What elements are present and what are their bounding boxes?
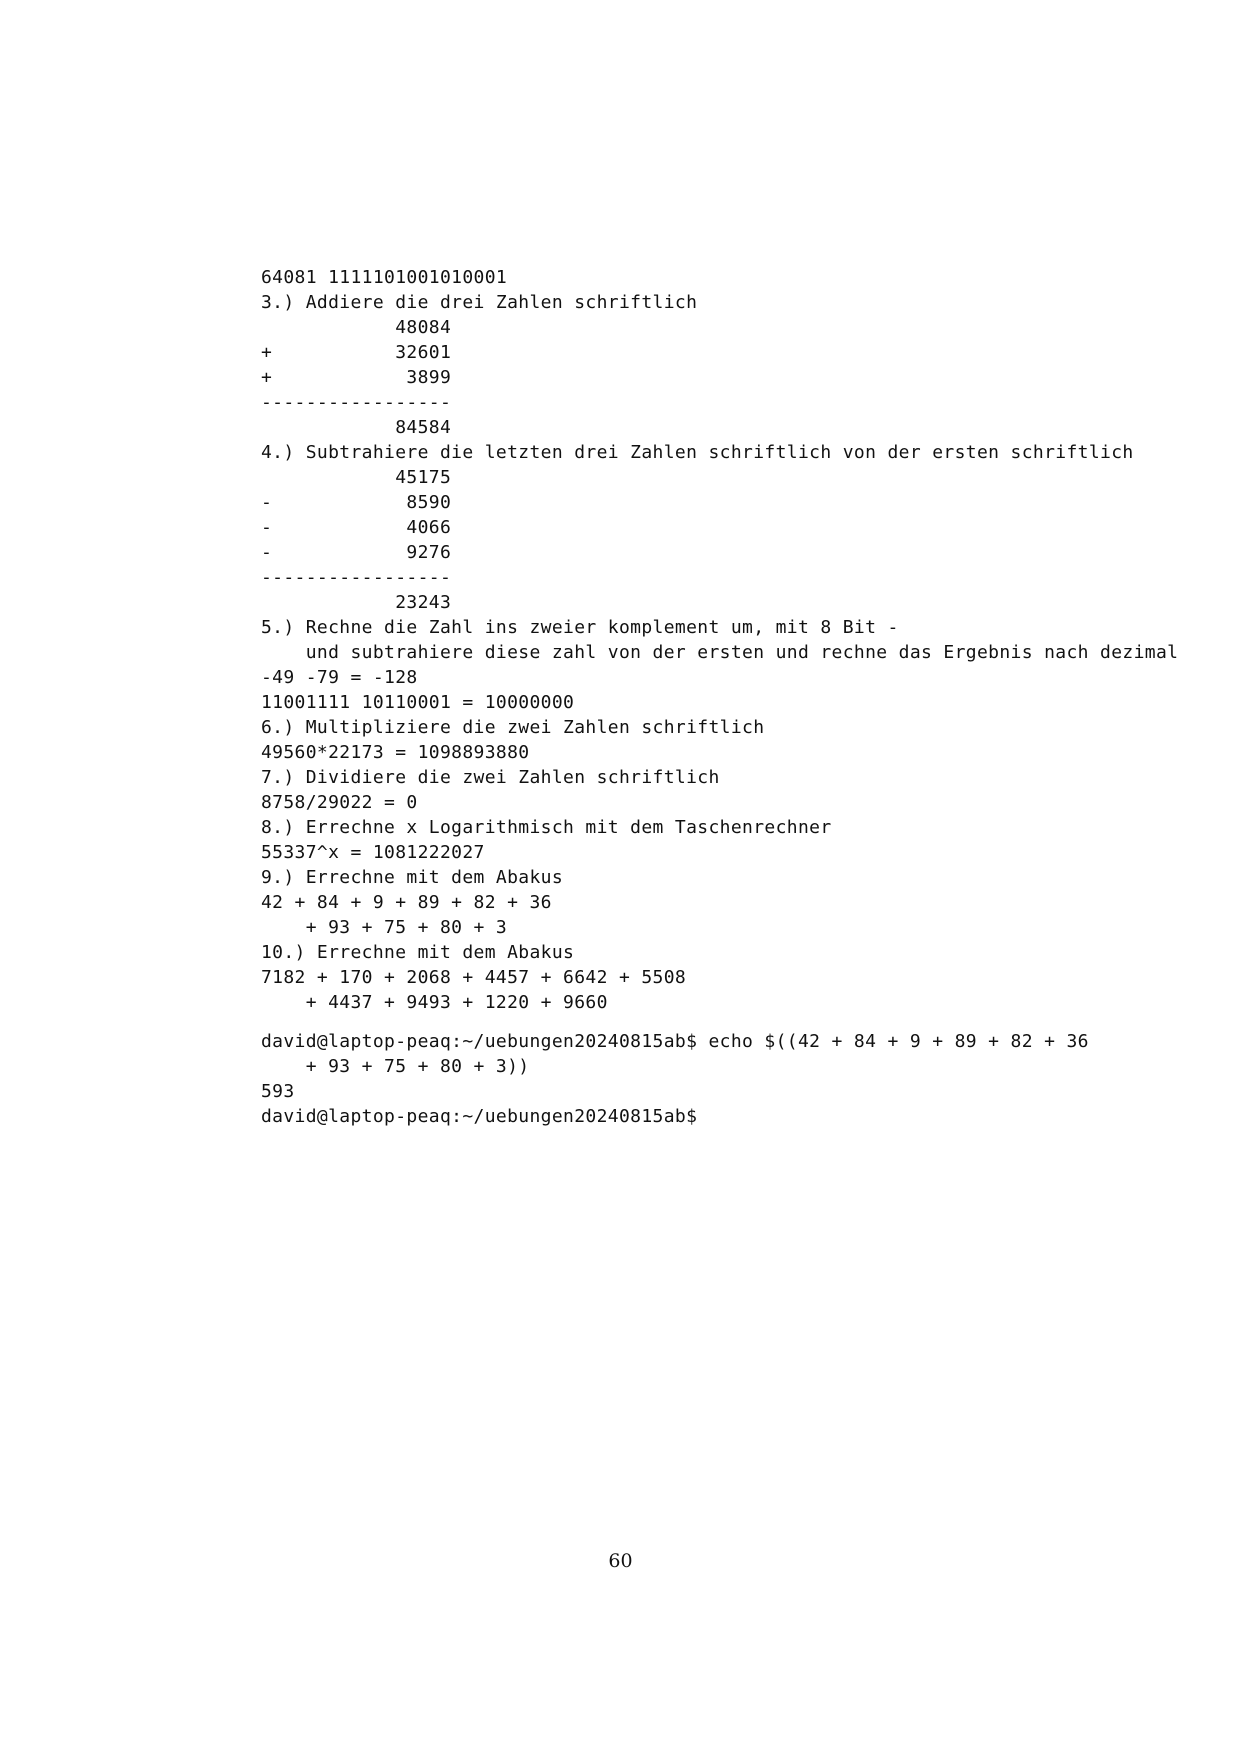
subtraction-row: - 4066 xyxy=(261,517,452,538)
exercise-heading: 4.) Subtrahiere die letzten drei Zahlen schriftlich von der ersten schriftlich xyxy=(261,442,1134,463)
exercise-heading: 3.) Addiere die drei Zahlen schriftlich xyxy=(261,292,698,313)
text-line: 11001111 10110001 = 10000000 xyxy=(261,692,575,713)
exercise-heading: 8.) Errechne x Logarithmisch mit dem Taschenrechner xyxy=(261,817,832,838)
text-line: 7182 + 170 + 2068 + 4457 + 6642 + 5508 xyxy=(261,967,687,988)
exercise-heading: 5.) Rechne die Zahl ins zweier komplement um, mit 8 Bit - xyxy=(261,617,899,638)
text-line: -49 -79 = -128 xyxy=(261,667,418,688)
subtraction-row: - 8590 xyxy=(261,492,452,513)
exercise-heading: 6.) Multipliziere die zwei Zahlen schriftlich xyxy=(261,717,765,738)
separator-line: ----------------- xyxy=(261,392,452,413)
exercise-heading: 10.) Errechne mit dem Abakus xyxy=(261,942,575,963)
spacer xyxy=(261,1015,1201,1029)
text-line: 55337^x = 1081222027 xyxy=(261,842,485,863)
subtraction-row: 45175 xyxy=(261,467,452,488)
terminal-prompt: david@laptop-peaq:~/uebungen20240815ab$ xyxy=(261,1106,698,1127)
separator-line: ----------------- xyxy=(261,567,452,588)
terminal-command-continued: + 93 + 75 + 80 + 3)) xyxy=(261,1056,530,1077)
exercise-heading-continued: und subtrahiere diese zahl von der ersten und rechne das Ergebnis nach dezimal xyxy=(261,642,1179,663)
subtraction-result: 23243 xyxy=(261,592,452,613)
subtraction-row: - 9276 xyxy=(261,542,452,563)
terminal-command-line: david@laptop-peaq:~/uebungen20240815ab$ echo $((42 + 84 + 9 + 89 + 82 + 36 xyxy=(261,1031,1089,1052)
terminal-output: 593 xyxy=(261,1081,295,1102)
text-line: 42 + 84 + 9 + 89 + 82 + 36 xyxy=(261,892,552,913)
text-line: 49560*22173 = 1098893880 xyxy=(261,742,530,763)
addition-row: + 32601 xyxy=(261,342,452,363)
addition-row: 48084 xyxy=(261,317,452,338)
addition-result: 84584 xyxy=(261,417,452,438)
exercise-heading: 7.) Dividiere die zwei Zahlen schriftlich xyxy=(261,767,720,788)
text-line: + 4437 + 9493 + 1220 + 9660 xyxy=(261,992,608,1013)
addition-row: + 3899 xyxy=(261,367,452,388)
text-line: 64081 1111101001010001 xyxy=(261,267,508,288)
exercise-heading: 9.) Errechne mit dem Abakus xyxy=(261,867,564,888)
page-number: 60 xyxy=(608,1550,633,1572)
page-content xyxy=(261,265,1201,1129)
text-line: + 93 + 75 + 80 + 3 xyxy=(261,917,508,938)
text-line: 8758/29022 = 0 xyxy=(261,792,418,813)
